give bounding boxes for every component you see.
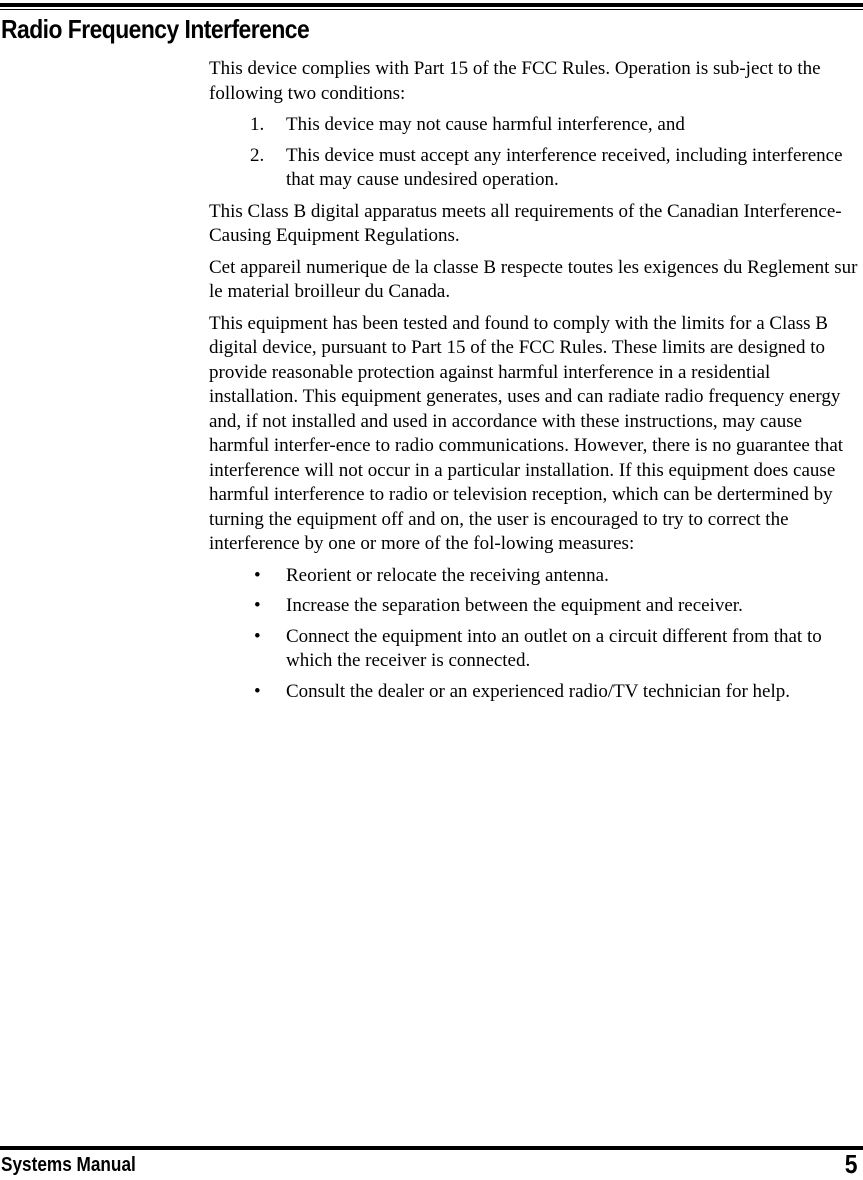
conditions-list (209, 113, 861, 193)
list-item (209, 594, 861, 619)
header-rule-thick (0, 3, 863, 7)
footer-rule (0, 1146, 863, 1150)
bullet-icon: • (254, 595, 261, 616)
body-text (209, 57, 861, 711)
list-number: 1. (250, 114, 265, 135)
list-number: 2. (250, 144, 265, 166)
list-item (209, 113, 861, 138)
intro-paragraph: This device complies with Part 15 of the FCC Rules. Operation is sub-ject to the following two conditions: (209, 58, 821, 104)
list-item-text: This device may not cause harmful interference, and (286, 114, 685, 135)
bullet-icon: • (254, 564, 261, 586)
list-item-text: Reorient or relocate the receiving antenna. (286, 564, 609, 586)
header-rule-thin (0, 9, 863, 10)
list-item (209, 144, 861, 193)
measures-list (209, 564, 861, 705)
list-item (209, 680, 861, 705)
list-item-text: Connect the equipment into an outlet on a circuit different from that to which the receiver is connected. (286, 625, 822, 671)
footer-title: Systems Manual (1, 1154, 136, 1176)
canada-french-paragraph: Cet appareil numerique de la classe B respecte toutes les exigences du Reglement sur le material broilleur du Canada. (209, 256, 858, 302)
bullet-icon: • (254, 680, 261, 702)
list-item-text: Increase the separation between the equipment and receiver. (286, 595, 743, 616)
canada-english-paragraph: This Class B digital apparatus meets all requirements of the Canadian Interference-Causing Equipment Regulations. (209, 200, 842, 246)
fcc-statement-paragraph: This equipment has been tested and found to comply with the limits for a Class B digital device, pursuant to Part 15 of the FCC Rules. These limits are designed to provide reasonable protection against harmful interference in a residential installation. This equipment generates, uses and can radiate radio frequency energy and, if not installed and used in accordance with these instructions, may cause harmful interfer-ence to radio communications. However, there is no guarantee that interference will not occur in a particular installation. If this equipment does cause harmful interference to radio or television reception, which can be dertermined by turning the equipment off and on, the user is encouraged to try to correct the interference by one or more of the fol-lowing measures: (209, 312, 844, 554)
list-item (209, 564, 861, 589)
section-title: Radio Frequency Interference (1, 14, 310, 44)
list-item-text: Consult the dealer or an experienced radio/TV technician for help. (286, 680, 791, 702)
bullet-icon: • (254, 625, 261, 647)
list-item (209, 625, 861, 674)
list-item-text: This device must accept any interference received, including interference that may cause undesired operation. (286, 144, 843, 190)
page-number: 5 (844, 1149, 857, 1179)
